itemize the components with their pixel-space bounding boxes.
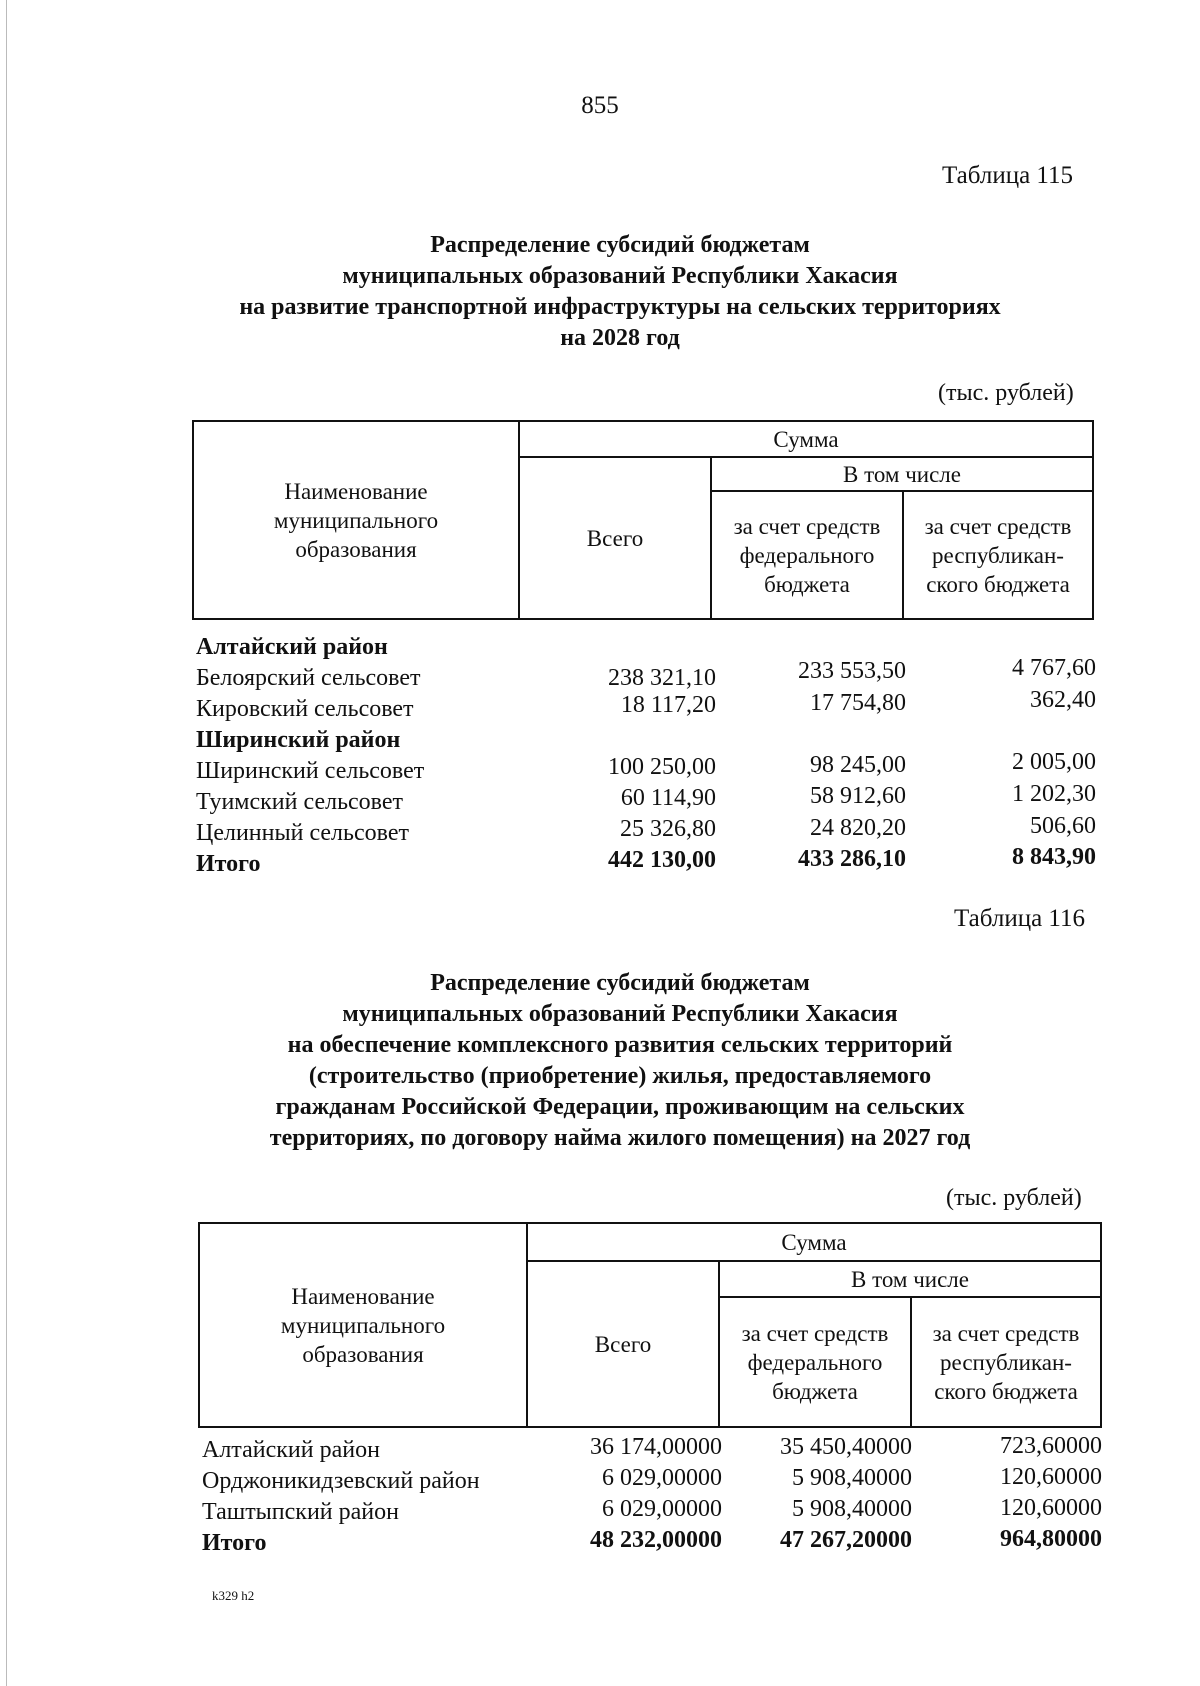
- row-federal: 5 908,40000: [792, 1496, 912, 1522]
- title-line: муниципальных образований Республики Хакасия: [342, 263, 898, 289]
- row-name: Кировский сельсовет: [196, 696, 414, 722]
- row-total: 25 326,80: [620, 816, 716, 842]
- table-header: [192, 420, 1094, 620]
- row-federal: 233 553,50: [798, 658, 906, 684]
- title-line: на обеспечение комплексного развития сельских территорий: [287, 1032, 953, 1058]
- row-republic: 362,40: [1030, 687, 1096, 713]
- table-row: [0, 781, 1200, 817]
- row-total: 100 250,00: [608, 754, 716, 780]
- header-federal: за счет средств федерального бюджета: [741, 1320, 889, 1404]
- header-federal: за счет средств федерального бюджета: [733, 513, 881, 597]
- table-row: [0, 1435, 1200, 1465]
- row-total: 6 029,00000: [602, 1496, 722, 1522]
- units-label: (тыс. рублей): [938, 380, 1074, 406]
- header-republic: за счет средств республикан-ского бюджета: [924, 513, 1072, 597]
- row-federal: 24 820,20: [810, 815, 906, 841]
- row-total: 48 232,00000: [590, 1527, 722, 1553]
- header-sum: Сумма: [781, 1229, 847, 1255]
- row-name: Алтайский район: [196, 634, 388, 660]
- page-number: 855: [581, 92, 619, 119]
- row-total: 60 114,90: [620, 785, 716, 811]
- table-row: [0, 1466, 1200, 1496]
- title-line: Распределение субсидий бюджетам: [430, 232, 810, 258]
- row-name: Ширинский сельсовет: [196, 758, 425, 784]
- header-name: Наименование муниципального образования: [280, 1283, 446, 1367]
- title-line: гражданам Российской Федерации, проживающим на сельских: [275, 1094, 965, 1120]
- row-republic: 120,60000: [1000, 1495, 1102, 1521]
- row-republic: 2 005,00: [1012, 749, 1096, 775]
- row-name: Итого: [196, 851, 261, 877]
- table-header: [198, 1222, 1102, 1428]
- header-sum: Сумма: [773, 426, 839, 452]
- header-total: Всего: [594, 1331, 652, 1357]
- table-row: [0, 1497, 1200, 1527]
- row-federal: 58 912,60: [810, 783, 906, 809]
- row-republic: 723,60000: [1000, 1433, 1102, 1459]
- row-name: Туимский сельсовет: [196, 789, 403, 815]
- row-federal: 47 267,20000: [780, 1527, 912, 1553]
- table-row: [0, 655, 1200, 693]
- row-republic: 964,80000: [1000, 1526, 1102, 1552]
- row-name: Таштыпский район: [202, 1499, 399, 1525]
- title-line: на 2028 год: [560, 325, 680, 351]
- title-line: на развитие транспортной инфраструктуры на сельских территориях: [239, 294, 1001, 320]
- row-federal: 5 908,40000: [792, 1465, 912, 1491]
- row-republic: 506,60: [1030, 813, 1096, 839]
- table-label: Таблица 115: [942, 162, 1073, 189]
- row-federal: 433 286,10: [798, 846, 906, 872]
- row-total: 442 130,00: [608, 847, 716, 873]
- table-label: Таблица 116: [954, 905, 1085, 932]
- header-total: Всего: [586, 525, 644, 551]
- row-name: Ширинский район: [196, 727, 401, 753]
- row-total: 36 174,00000: [590, 1434, 722, 1460]
- row-total: 18 117,20: [620, 692, 716, 718]
- title-line: муниципальных образований Республики Хакасия: [342, 1001, 898, 1027]
- row-name: Орджоникидзевский район: [202, 1468, 480, 1494]
- header-including: В том числе: [843, 461, 961, 487]
- title-line: территориях, по договору найма жилого помещения) на 2027 год: [269, 1125, 971, 1151]
- row-name: Алтайский район: [202, 1437, 380, 1463]
- row-name: Итого: [202, 1530, 267, 1556]
- row-republic: 4 767,60: [1012, 655, 1096, 681]
- table-row: [0, 687, 1200, 724]
- row-republic: 1 202,30: [1012, 781, 1096, 807]
- row-total: 6 029,00000: [602, 1465, 722, 1491]
- row-federal: 98 245,00: [810, 752, 906, 778]
- row-name: Белоярский сельсовет: [196, 665, 421, 691]
- document-code: k329 h2: [212, 1588, 255, 1603]
- row-name: Целинный сельсовет: [196, 820, 409, 846]
- row-total: 238 321,10: [608, 665, 716, 691]
- title-line: Распределение субсидий бюджетам: [430, 970, 810, 996]
- table-row-total: [0, 844, 1200, 879]
- title-line: (строительство (приобретение) жилья, предоставляемого: [308, 1063, 932, 1089]
- header-including: В том числе: [851, 1266, 969, 1292]
- table-row-total: [0, 1528, 1200, 1558]
- header-republic: за счет средств республикан-ского бюджета: [932, 1320, 1080, 1404]
- row-republic: 8 843,90: [1012, 844, 1096, 870]
- row-federal: 35 450,40000: [780, 1434, 912, 1460]
- row-federal: 17 754,80: [810, 690, 906, 716]
- header-name: Наименование муниципального образования: [273, 478, 439, 562]
- row-republic: 120,60000: [1000, 1464, 1102, 1490]
- units-label: (тыс. рублей): [946, 1185, 1082, 1211]
